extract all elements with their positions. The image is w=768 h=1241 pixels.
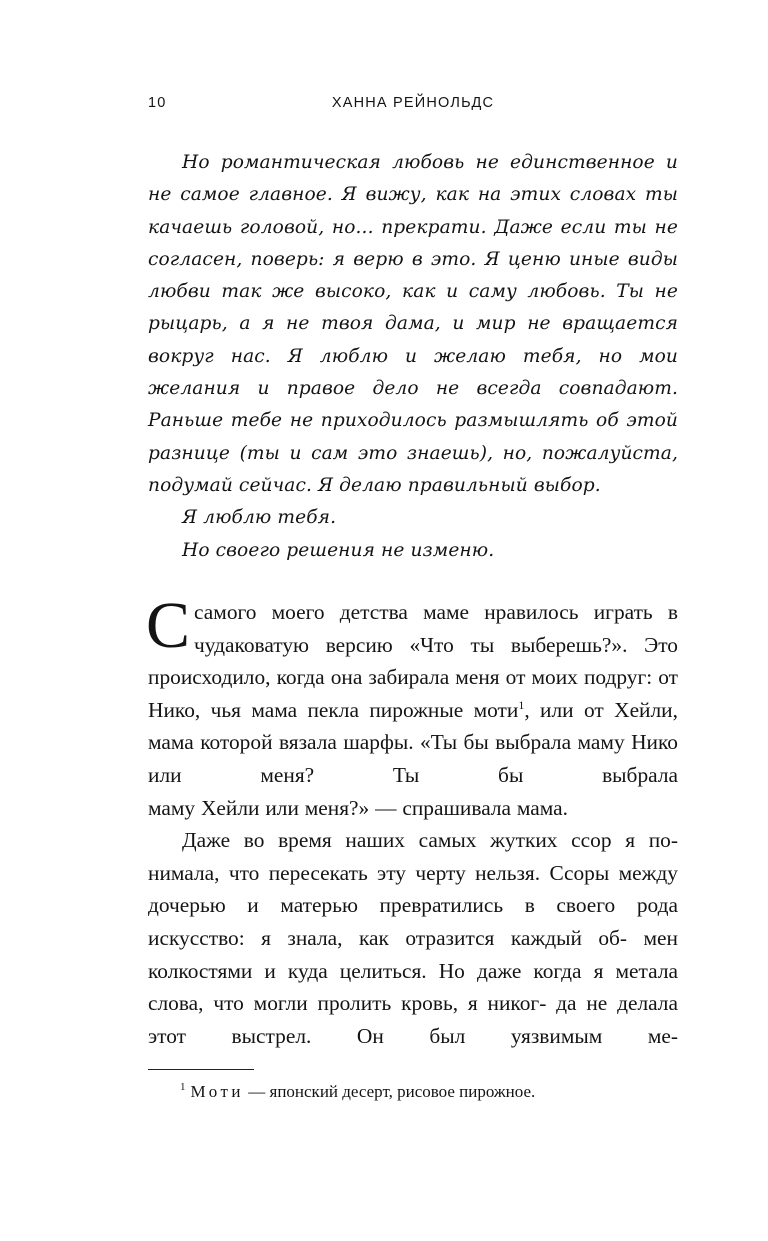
- letter-paragraph: Но романтическая любовь не единственное и не самое главное. Я вижу, как на этих словах ты качаешь головой, но... прекрати. Даже если ты не согласен, поверь: я верю в это. Я ценю иные виды любви так же высоко, как и саму любовь. Ты не рыцарь, а я не твоя дама, и мир не вращается вокруг нас. Я люблю и желаю тебя, но мои желания и правое дело не всегда совпадают. Раньше тебе не приходилось размышлять об этой разнице (ты и сам это знаешь), но, пожалуйста, подумай сейчас. Я делаю правильный выбор.: [148, 152, 678, 496]
- page-number: 10: [148, 95, 167, 111]
- body-paragraph: [146, 589, 678, 792]
- text-line: рода искусство: я знала, как отразится каждый об-: [148, 893, 678, 950]
- footnote-term: Моти: [190, 1082, 244, 1101]
- drop-cap: С: [146, 589, 191, 662]
- body-paragraph-end: маму Хейли или меня?» — спрашивала мама.: [148, 795, 569, 820]
- text-line: между дочерью и матерью превратились в своего: [148, 860, 678, 918]
- text-line: Это происходило, когда она забирала меня от моих: [148, 632, 678, 690]
- text-line: самого моего детства маме нравилось играть: [194, 600, 653, 624]
- footnote: [180, 1081, 660, 1103]
- chapter-text: [146, 589, 678, 1052]
- footnote-reference[interactable]: 1: [518, 697, 525, 712]
- footnote-text: — японский десерт, рисовое пирожное.: [244, 1082, 536, 1101]
- body-paragraph: [148, 824, 678, 1052]
- letter-paragraph: Я люблю тебя.: [182, 507, 337, 529]
- footnote-mark: 1: [180, 1081, 186, 1094]
- page-header: [148, 95, 678, 117]
- running-title: ХАННА РЕЙНОЛЬДС: [331, 95, 495, 111]
- handwritten-letter: [148, 147, 678, 567]
- text-line: Даже во время наших самых жутких ссор я по-: [182, 828, 678, 853]
- text-line: мен колкостями и куда целиться. Но даже когда: [148, 925, 678, 983]
- letter-paragraph: Но своего решения не изменю.: [182, 539, 495, 561]
- text-line: подруг: от Нико, чья мама пекла пирожные моти: [148, 665, 678, 722]
- footnote-divider: [148, 1069, 254, 1070]
- text-line: нимала, что пересекать эту черту нельзя. Ссоры: [148, 860, 610, 885]
- text-line: да не делала этот выстрел. Он был уязвимым ме-: [148, 991, 678, 1048]
- text-punct: ,: [524, 697, 530, 722]
- text-line: в чудаковатую версию «Что ты выберешь?».: [194, 600, 678, 657]
- text-line: или от Хейли, мама которой вязала шарфы. «Ты: [148, 697, 678, 755]
- text-line: я метала слова, что могли пролить кровь, я никог-: [148, 958, 678, 1016]
- text-line: бы выбрала маму Нико или меня? Ты бы выбрала: [148, 730, 678, 787]
